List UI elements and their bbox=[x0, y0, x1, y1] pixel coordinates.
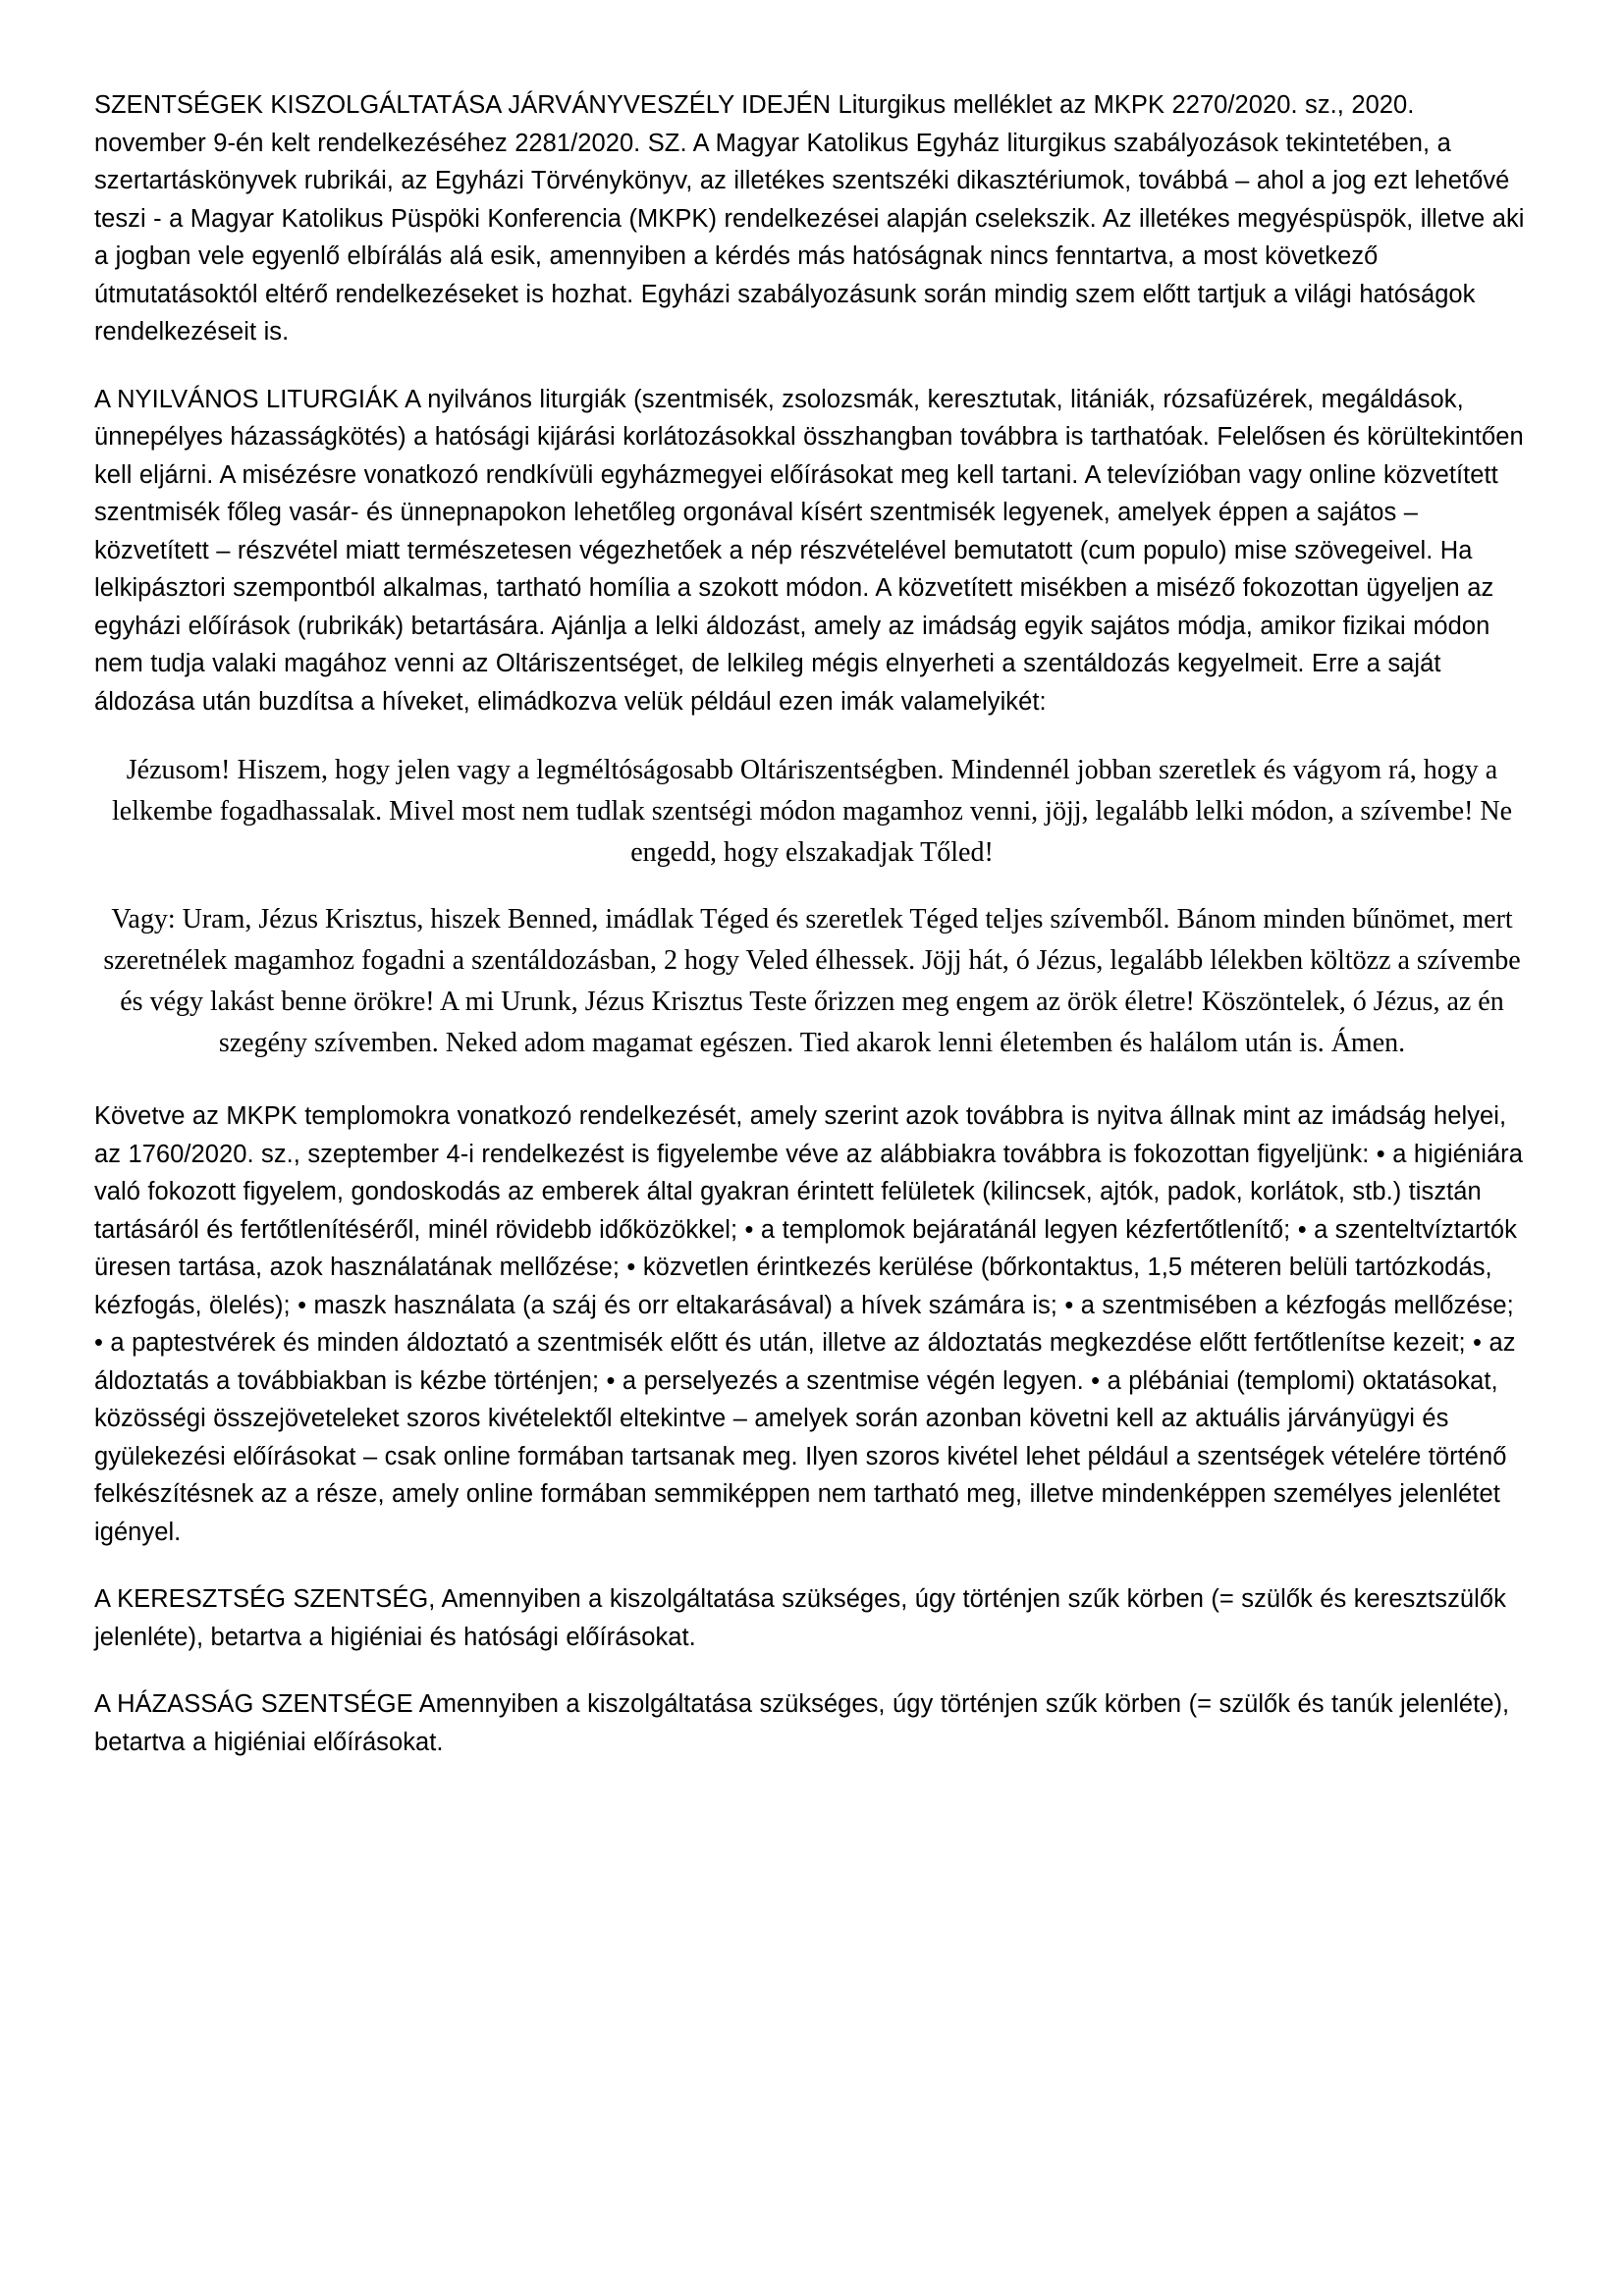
paragraph-marriage: A HÁZASSÁG SZENTSÉGE Amennyiben a kiszolgáltatása szükséges, úgy történjen szűk körben (= szülők és tanúk jelenléte), betartva a higiéniai előírásokat. bbox=[94, 1690, 1510, 1756]
paragraph-public-liturgies: A NYILVÁNOS LITURGIÁK A nyilvános liturgiák (szentmisék, zsolozsmák, keresztutak, litániák, rózsafüzérek, megáldások, ünnepélyes házasságkötés) a hatósági kijárási korlátozásokkal összhangban továbbra is tarthatóak. Felelősen és körültekintően kell eljárni. A misézésre vonatkozó rendkívüli egyházmegyei előírásokat meg kell tartani. A televízióban vagy online közvetített szentmisék főleg vasár- és ünnepnapokon lehetőleg orgonával kísért szentmisék legyenek, amelyek éppen a sajátos – közvetített – részvétel miatt természetesen végezhetőek a nép részvételével bemutatott (cum populo) mise szövegeivel. Ha lelkipásztori szempontból alkalmas, tartható homília a szokott módon. A közvetített misékben a miséző fokozottan ügyeljen az egyházi előírások (rubrikák) betartására. Ajánlja a lelki áldozást, amely az imádság egyik sajátos módja, amikor fizikai módon nem tudja valaki magához venni az Oltáriszentséget, de lelkileg mégis elnyerheti a szentáldozás kegyelmeit. Erre a saját áldozása után buzdítsa a híveket, elimádkozva velük például ezen imák valamelyikét: bbox=[94, 385, 1524, 716]
paragraph-church-regulations: Követve az MKPK templomokra vonatkozó rendelkezését, amely szerint azok továbbra is nyitva állnak mint az imádság helyei, az 1760/2020. sz., szeptember 4-i rendelkezést is figyelembe véve az alábbiakra továbbra is fokozottan figyeljünk: • a higiéniára való fokozott figyelem, gondoskodás az emberek által gyakran érintett felületek (kilincsek, ajtók, padok, korlátok, stb.) tisztán tartásáról és fertőtlenítéséről, minél rövidebb időközökkel; • a templomok bejáratánál legyen kézfertőtlenítő; • a szenteltvíztartók üresen tartása, azok használatának mellőzése; • közvetlen érintkezés kerülése (bőrkontaktus, 1,5 méteren belüli tartózkodás, kézfogás, ölelés); • maszk használata (a száj és orr eltakarásával) a hívek számára is; • a szentmisében a kézfogás mellőzése; • a paptestvérek és minden áldoztató a szentmisék előtt és után, illetve az áldoztatás megkezdése előtt fertőtlenítse kezeit; • az áldoztatás a továbbiakban is kézbe történjen; • a perselyezés a szentmise végén legyen. • a plébániai (templomi) oktatásokat, közösségi összejöveteleket szoros kivételektől eltekintve – amelyek során azonban követni kell az aktuális járványügyi és gyülekezési előírásokat – csak online formában tartsanak meg. Ilyen szoros kivétel lehet például a szentségek vételére történő felkészítésnek az a része, amely online formában semmiképpen nem tartható meg, illetve mindenképpen személyes jelenlétet igényel. bbox=[94, 1102, 1523, 1546]
prayer-text-second: Vagy: Uram, Jézus Krisztus, hiszek Benned, imádlak Téged és szeretlek Téged teljes szívemből. Bánom minden bűnömet, mert szeretnélek magamhoz fogadni a szentáldozásban, 2 hogy Veled élhessek. Jöjj hát, ó Jézus, legalább lélekben költözz a szívembe és végy lakást benne örökre! A mi Urunk, Jézus Krisztus Teste őrizzen meg engem az örök életre! Köszöntelek, ó Jézus, az én szegény szívemben. Neked adom magamat egészen. Tied akarok lenni életemben és halálom után is. Ámen. bbox=[103, 904, 1521, 1058]
prayer-text-first: Jézusom! Hiszem, hogy jelen vagy a legméltóságosabb Oltáriszentségben. Mindennél jobban szeretlek és vágyom rá, hogy a lelkembe fogadhassalak. Mivel most nem tudlak szentségi módon magamhoz venni, jöjj, legalább lelki módon, a szívembe! Ne engedd, hogy elszakadjak Tőled! bbox=[111, 755, 1513, 868]
paragraph-baptism: A KERESZTSÉG SZENTSÉG, Amennyiben a kiszolgáltatása szükséges, úgy történjen szűk körben (= szülők és keresztszülők jelenléte), betartva a higiéniai és hatósági előírásokat. bbox=[94, 1585, 1506, 1651]
paragraph-intro: SZENTSÉGEK KISZOLGÁLTATÁSA JÁRVÁNYVESZÉLY IDEJÉN Liturgikus melléklet az MKPK 2270/2020. sz., 2020. november 9-én kelt rendelkezéséhez 2281/2020. SZ. A Magyar Katolikus Egyház liturgikus szabályozások tekintetében, a szertartáskönyvek rubrikái, az Egyházi Törvénykönyv, az illetékes szentszéki dikasztériumok, továbbá – ahol a jog ezt lehetővé teszi - a Magyar Katolikus Püspöki Konferencia (MKPK) rendelkezései alapján cselekszik. Az illetékes megyéspüspök, illetve aki a jogban vele egyenlő elbírálás alá esik, amennyiben a kérdés más hatóságnak nincs fenntartva, a most következő útmutatásoktól eltérő rendelkezéseket is hozhat. Egyházi szabályozásunk során mindig szem előtt tartjuk a világi hatóságok rendelkezéseit is. bbox=[94, 91, 1525, 346]
